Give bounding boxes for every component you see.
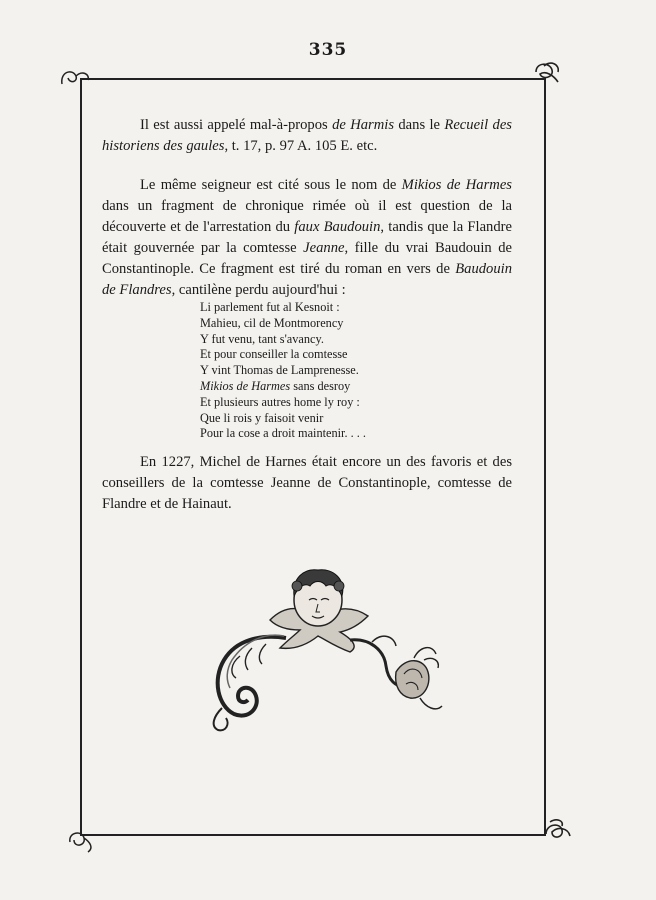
italic-text-segment: de Harmis [332, 117, 394, 133]
text-segment: Y fut venu, tant s'avancy. [200, 331, 324, 346]
fleuron-corner-icon [58, 62, 92, 92]
text-segment: sans desroy [290, 378, 351, 393]
italic-text-segment: Recueil des historiens des gaules [102, 117, 512, 154]
fleuron-corner-icon [530, 58, 564, 88]
italic-text-segment: Mikios de Harmes [401, 177, 512, 193]
text-segment: Il est aussi appelé mal-à-propos [140, 117, 333, 133]
fleuron-corner-icon [64, 826, 98, 856]
italic-text-segment: Baudouin de Flandres [102, 261, 512, 298]
text-segment: , fille du vrai Baudouin de Constantinople. Ce fragment est tiré du roman en vers de [102, 240, 512, 277]
cherub-vignette-icon [200, 560, 450, 740]
italic-text-segment: faux Baudouin [294, 219, 381, 235]
fleuron-corner-icon [542, 816, 576, 846]
text-segment: Que li rois y faisoit venir [200, 410, 324, 425]
verse-line [200, 300, 500, 316]
verse-line [200, 332, 500, 348]
verse-line [200, 363, 500, 379]
text-segment: Et plusieurs autres home ly roy : [200, 394, 360, 409]
text-segment: dans le [394, 117, 445, 133]
text-segment: Et pour conseiller la comtesse [200, 347, 348, 362]
paragraph-recueil [102, 115, 512, 157]
page-number: 335 [308, 40, 348, 60]
text-segment: Pour la cose a droit maintenir. . . . [200, 426, 366, 441]
verse-line [200, 347, 500, 363]
verse-line [200, 316, 500, 332]
text-segment: Mahieu, cil de Montmorency [200, 315, 344, 330]
text-segment: , cantilène perdu aujourd'hui : [171, 282, 346, 298]
italic-text-segment: Jeanne [303, 240, 345, 256]
verse-line [200, 426, 500, 442]
text-segment: Y vint Thomas de Lamprenesse. [200, 363, 359, 378]
verse-line [200, 395, 500, 411]
verse-block [200, 300, 500, 442]
text-segment: Li parlement fut al Kesnoit : [200, 300, 340, 314]
text-segment: , t. 17, p. 97 A. 105 E. etc. [224, 138, 378, 154]
text-segment: dans un fragment de chronique rimée où il est question de la découverte et de l'arrestation du [102, 198, 512, 235]
verse-line [200, 379, 500, 395]
body-text [102, 115, 512, 301]
paragraph-1227: En 1227, Michel de Harnes était encore un des favoris et des conseillers de la comtesse Jeanne de Constantinople, comtesse de Flandre et de Hainaut. [102, 454, 512, 512]
verse-line [200, 411, 500, 427]
italic-text-segment: Mikios de Harmes [200, 378, 291, 393]
paragraph-mikios [102, 175, 512, 301]
text-segment: , tandis que la Flandre était gouvernée par la comtesse [102, 219, 512, 256]
text-segment: Le même seigneur est cité sous le nom de [140, 177, 402, 193]
